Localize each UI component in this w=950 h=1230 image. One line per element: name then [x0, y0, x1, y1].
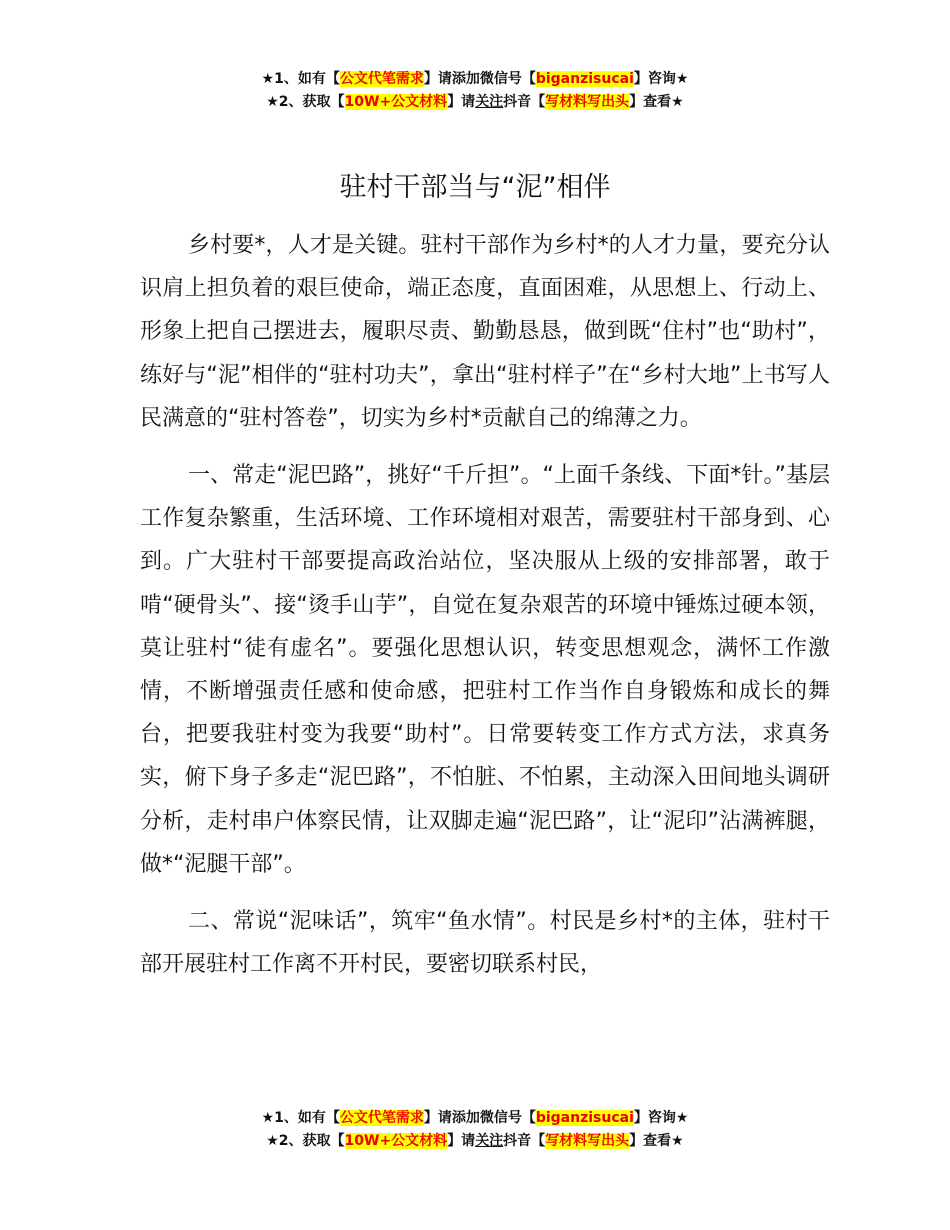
banner-text: 】请添加微信号【 [423, 1110, 536, 1126]
banner-underlined-text: 关注 [475, 94, 504, 110]
banner-text: ★2、获取【 [266, 94, 345, 110]
banner-highlight: 10W+公文材料 [344, 1133, 448, 1149]
banner-text: 抖音【 [503, 94, 546, 110]
banner-highlight: 写材料写出头 [545, 94, 630, 110]
banner-line-1 [0, 1107, 950, 1130]
header-banner [0, 68, 950, 114]
banner-text: 】查看★ [629, 1133, 684, 1149]
banner-text: ★1、如有【 [261, 71, 340, 87]
banner-text: 】咨询★ [633, 71, 689, 87]
footer-banner [0, 1107, 950, 1153]
banner-text: ★1、如有【 [261, 1110, 340, 1126]
body-paragraph: 乡村要*，人才是关键。驻村干部作为乡村*的人才力量，要充分认识肩上担负着的艰巨使命，端正态度，直面困难，从思想上、行动上、形象上把自己摆进去，履职尽责、勤勤恳恳，做到既“住村”也“助村”，练好与“泥”相伴的“驻村功夫”，拿出“驻村样子”在“乡村大地”上书写人民满意的“驻村答卷”，切实为乡村*贡献自己的绵薄之力。 [140, 233, 830, 431]
banner-highlight: 写材料写出头 [545, 1133, 630, 1149]
banner-text: ★2、获取【 [266, 1133, 345, 1149]
banner-line-2 [0, 91, 950, 114]
banner-underlined-text: 关注 [475, 1133, 504, 1149]
banner-line-2 [0, 1130, 950, 1153]
banner-text: 】请 [447, 94, 476, 110]
banner-text: 抖音【 [503, 1133, 546, 1149]
banner-highlight: 公文代笔需求 [339, 71, 424, 87]
banner-highlight: biganzisucai [535, 71, 634, 87]
banner-text: 】咨询★ [633, 1110, 689, 1126]
banner-highlight: biganzisucai [535, 1110, 634, 1126]
body-paragraph: 一、常走“泥巴路”，挑好“千斤担”。“上面千条线、下面*针。”基层工作复杂繁重，生活环境、工作环境相对艰苦，需要驻村干部身到、心到。广大驻村干部要提高政治站位，坚决服从上级的安排部署，敢于啃“硬骨头”、接“烫手山芋”，自觉在复杂艰苦的环境中锤炼过硬本领，莫让驻村“徒有虚名”。要强化思想认识，转变思想观念，满怀工作激情，不断增强责任感和使命感，把驻村工作当作自身锻炼和成长的舞台，把要我驻村变为我要“助村”。日常要转变工作方式方法，求真务实，俯下身子多走“泥巴路”，不怕脏、不怕累，主动深入田间地头调研分析，走村串户体察民情，让双脚走遍“泥巴路”，让“泥印”沾满裤腿，做*“泥腿干部”。 [140, 463, 830, 877]
banner-line-1 [0, 68, 950, 91]
body-paragraph: 二、常说“泥味话”，筑牢“鱼水情”。村民是乡村*的主体，驻村干部开展驻村工作离不开村民，要密切联系村民， [140, 909, 830, 978]
banner-text: 】查看★ [629, 94, 684, 110]
banner-text: 】请添加微信号【 [423, 71, 536, 87]
banner-text: 】请 [447, 1133, 476, 1149]
banner-highlight: 公文代笔需求 [339, 1110, 424, 1126]
document-body [140, 224, 830, 986]
banner-highlight: 10W+公文材料 [344, 94, 448, 110]
document-title: 驻村干部当与“泥”相伴 [339, 172, 611, 203]
